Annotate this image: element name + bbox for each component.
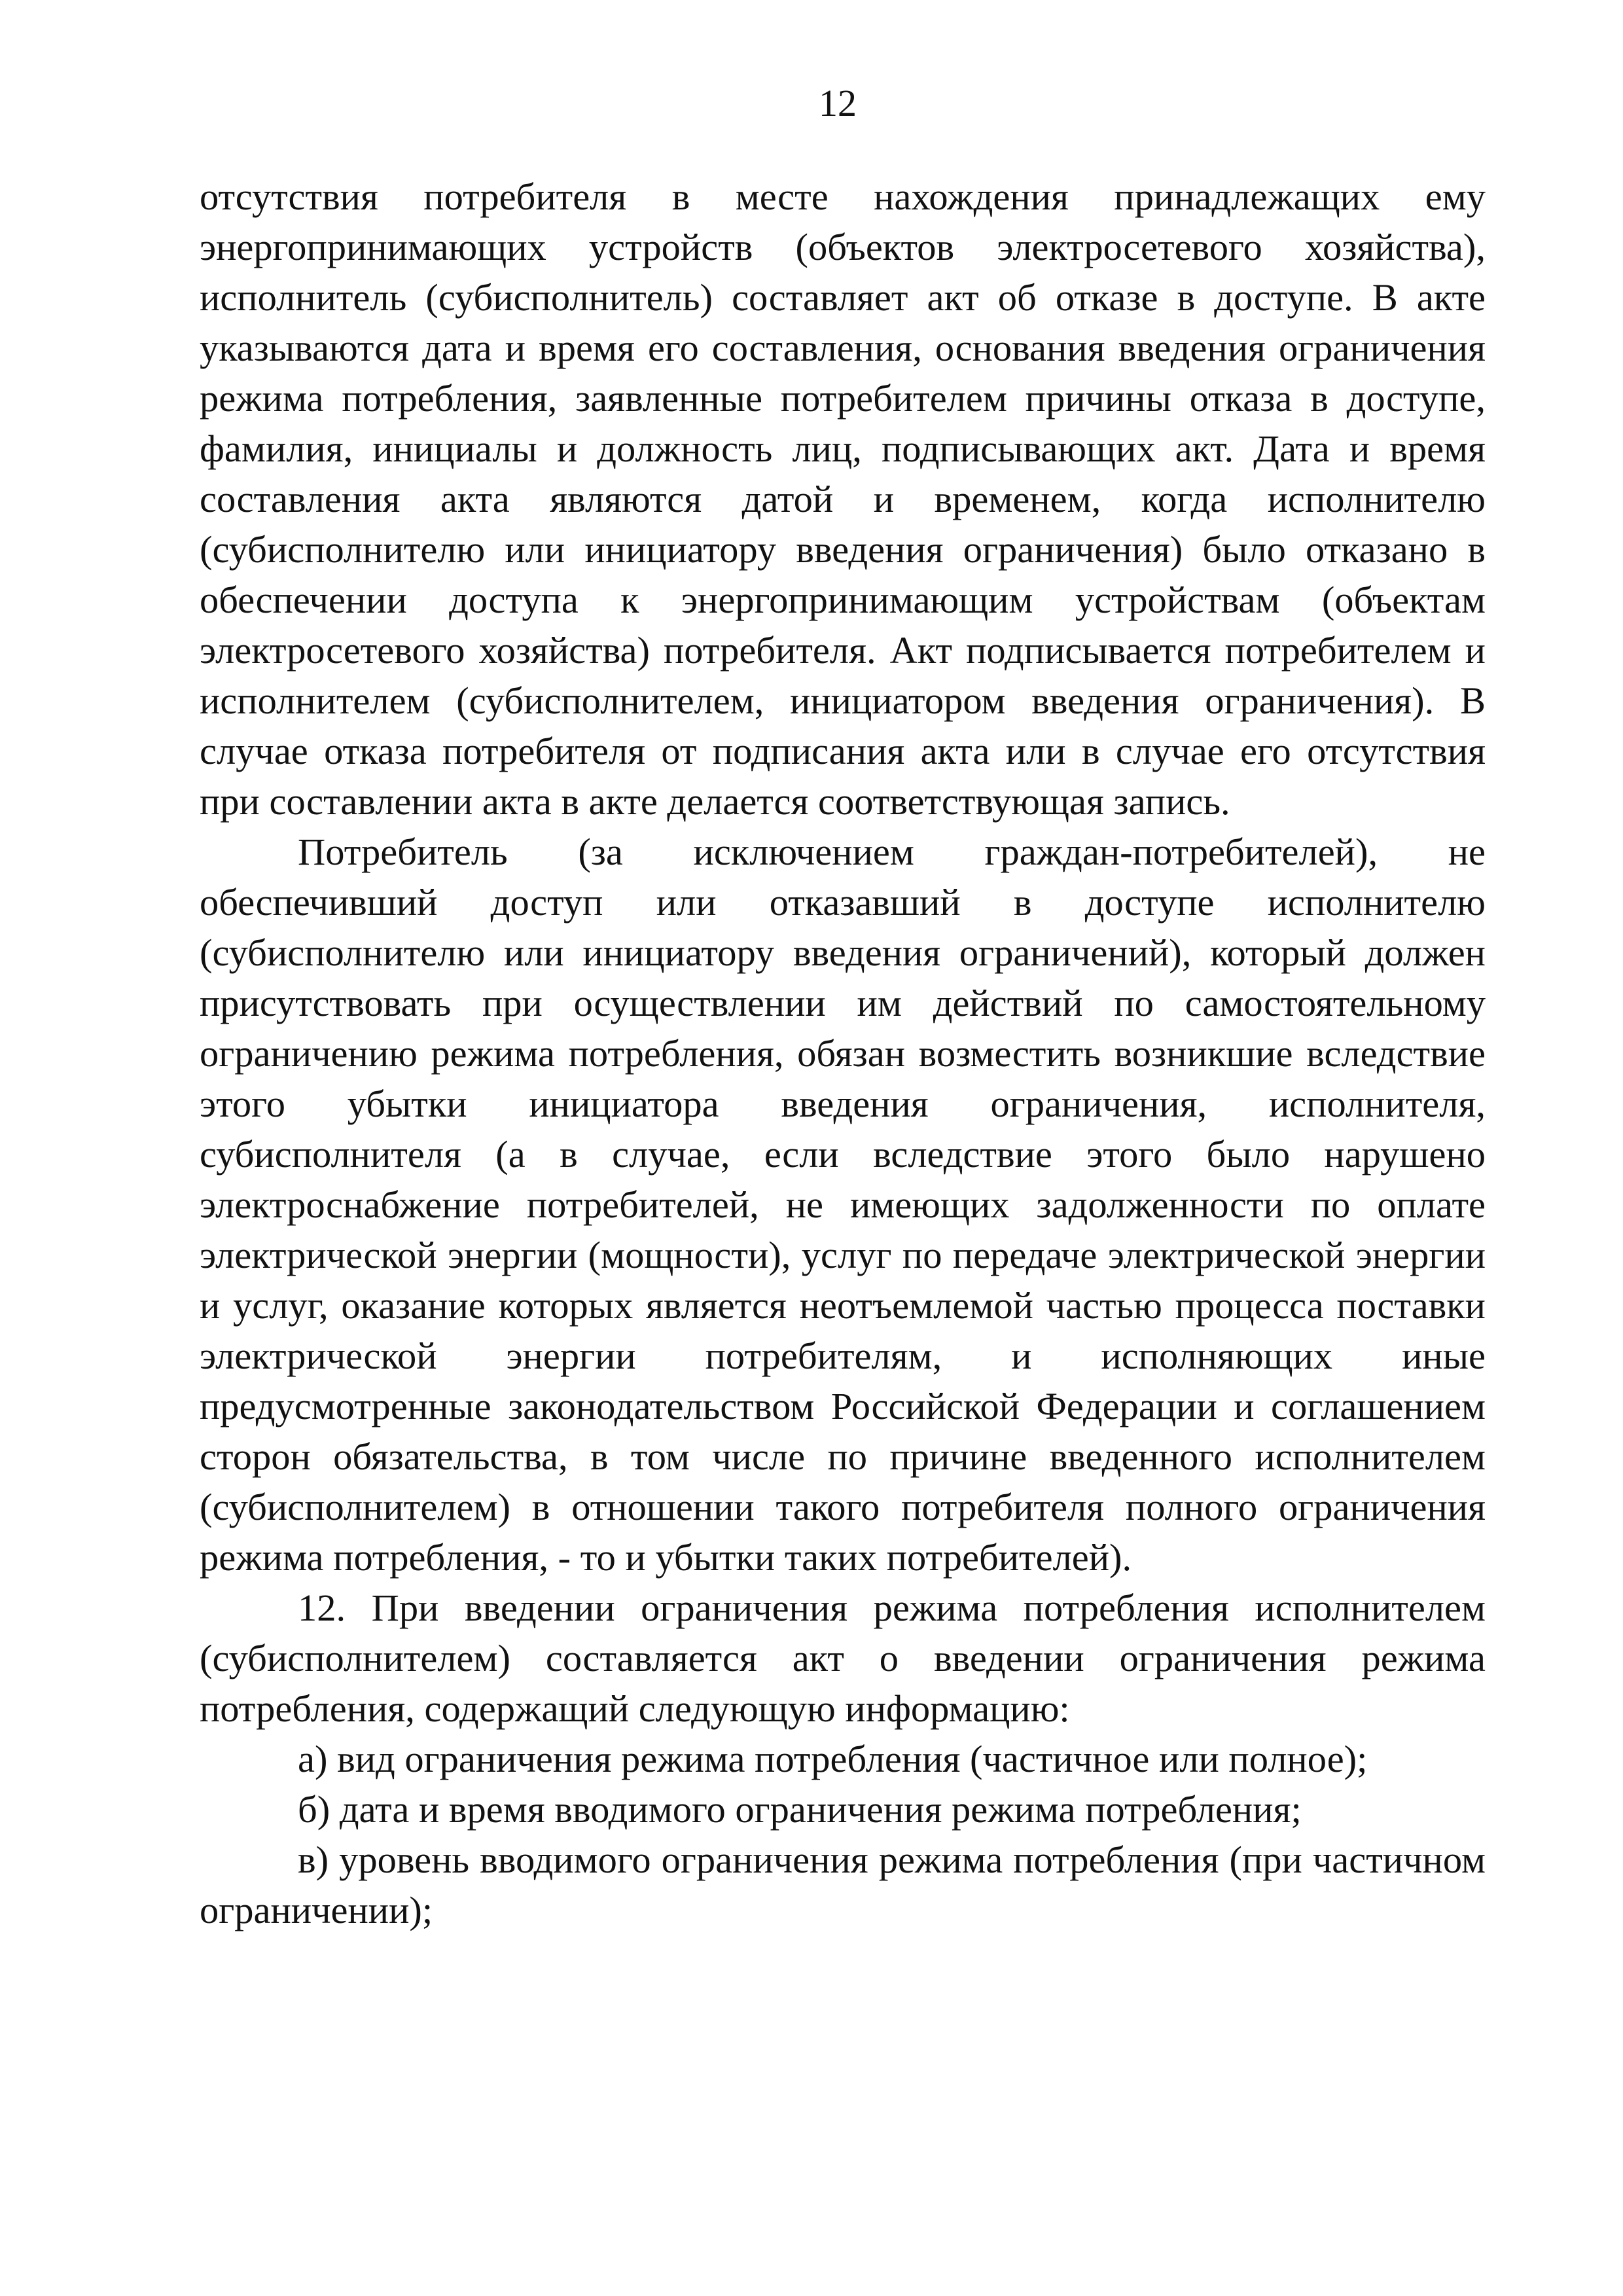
- page-number: 12: [819, 82, 857, 124]
- list-item-a: а) вид ограничения режима потребления (частичное или полное);: [298, 1738, 1368, 1780]
- paragraph-continuation: отсутствия потребителя в месте нахождения принадлежащих ему энергопринимающих устройств (объектов электросетевого хозяйства), исполнитель (субисполнитель) составляет акт об отказе в доступе. В акте указываются дата и время его составления, основания введения ограничения режима потребления, заявленные потребителем причины отказа в доступе, фамилия, инициалы и должность лиц, подписывающих акт. Дата и время составления акта являются датой и временем, когда исполнителю (субисполнителю или инициатору введения ограничения) было отказано в обеспечении доступа к энергопринимающим устройствам (объектам электросетевого хозяйства) потребителя. Акт подписывается потребителем и исполнителем (субисполнителем, инициатором введения ограничения). В случае отказа потребителя от подписания акта или в случае его отсутствия при составлении акта в акте делается соответствующая запись.: [200, 175, 1486, 823]
- paragraph-item-12: 12. При введении ограничения режима потребления исполнителем (субисполнителем) составляется акт о введении ограничения режима потребления, содержащий следующую информацию:: [200, 1587, 1486, 1730]
- list-item-v: в) уровень вводимого ограничения режима потребления (при частичном ограничении);: [200, 1839, 1486, 1931]
- document-body: [200, 171, 1486, 1935]
- list-item-b: б) дата и время вводимого ограничения режима потребления;: [298, 1788, 1302, 1831]
- paragraph-consumer-liability: Потребитель (за исключением граждан-потребителей), не обеспечивший доступ или отказавший в доступе исполнителю (субисполнителю или инициатору введения ограничений), который должен присутствовать при осуществлении им действий по самостоятельному ограничению режима потребления, обязан возместить возникшие вследствие этого убытки инициатора введения ограничения, исполнителя, субисполнителя (а в случае, если вследствие этого было нарушено электроснабжение потребителей, не имеющих задолженности по оплате электрической энергии (мощности), услуг по передаче электрической энергии и услуг, оказание которых является неотъемлемой частью процесса поставки электрической энергии потребителям, и исполняющих иные предусмотренные законодательством Российской Федерации и соглашением сторон обязательства, в том числе по причине введенного исполнителем (субисполнителем) в отношении такого потребителя полного ограничения режима потребления, - то и убытки таких потребителей).: [200, 831, 1486, 1579]
